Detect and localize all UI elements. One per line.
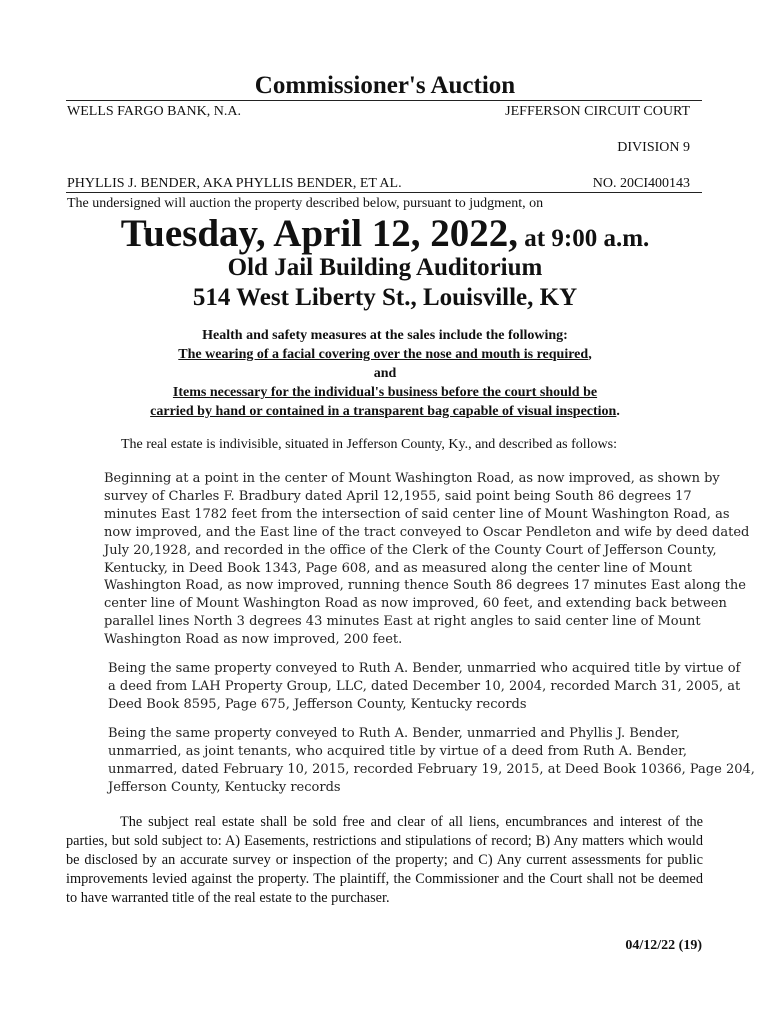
sale-terms bbox=[66, 813, 703, 908]
intro-text: The undersigned will auction the property described below, pursuant to judgment, on bbox=[67, 196, 544, 211]
safety-and: and bbox=[373, 366, 397, 381]
legal-line: Washington Road, as now improved, running thence South 86 degrees 17 minutes East along the bbox=[104, 578, 746, 594]
safety-measure-mask: The wearing of a facial covering over the nose and mouth is required, bbox=[178, 347, 592, 362]
legal-line: Beginning at a point in the center of Mount Washington Road, as now improved, as shown by bbox=[104, 471, 720, 486]
legal-line: center line of Mount Washington Road as now improved, 60 feet, and extending back between bbox=[104, 596, 727, 612]
source-line: Jefferson County, Kentucky records bbox=[108, 779, 341, 795]
source-line: Being the same property conveyed to Ruth A. Bender, unmarried and Phyllis J. Bender, bbox=[108, 726, 680, 741]
legal-line: minutes East 1782 feet from the intersection of said center line of Mount Washington Road, as bbox=[104, 506, 730, 522]
legal-line: parallel lines North 3 degrees 43 minutes East at right angles to said center line of Mount bbox=[104, 614, 701, 630]
indivisible-statement: The real estate is indivisible, situated in Jefferson County, Ky., and described as follows: bbox=[121, 437, 617, 452]
sale-venue: Old Jail Building Auditorium bbox=[227, 254, 543, 281]
source-line: unmarred, dated February 10, 2015, recorded February 19, 2015, at Deed Book 10366, Page 204, bbox=[108, 761, 755, 777]
header-rule bbox=[66, 100, 702, 101]
source-line: a deed from LAH Property Group, LLC, dated December 10, 2004, recorded March 31, 2005, at bbox=[108, 678, 741, 694]
source-line: Deed Book 8595, Page 675, Jefferson County, Kentucky records bbox=[108, 696, 527, 712]
court-division: DIVISION 9 bbox=[617, 140, 690, 155]
plaintiff-name: WELLS FARGO BANK, N.A. bbox=[67, 104, 241, 119]
legal-line: July 20,1928, and recorded in the office of the Clerk of the County Court of Jefferson County, bbox=[104, 542, 717, 558]
sale-address: 514 West Liberty St., Louisville, KY bbox=[192, 284, 578, 311]
legal-line: now improved, and the East line of the tract conveyed to Oscar Pendleton and wife by deed dated bbox=[104, 524, 750, 540]
source-of-title-1 bbox=[108, 660, 740, 714]
sale-terms-text: The subject real estate shall be sold free and clear of all liens, encumbrances and interest of the parties, but sold subject to: A) Easements, restrictions and stipulations of record; B) Any matters which would be disclosed by an accurate survey or inspection of the property; and C) Any current assessments for public improvements levied against the property. The plaintiff, the Commissioner and the Court shall not be deemed to have warranted title of the real estate to the purchaser. bbox=[66, 814, 703, 906]
safety-measure-bag-line2: carried by hand or contained in a transparent bag capable of visual inspection. bbox=[150, 404, 620, 419]
legal-line: Washington Road as now improved, 200 feet. bbox=[104, 632, 403, 648]
safety-measure-bag-line1: Items necessary for the individual's business before the court should be bbox=[172, 385, 598, 400]
safety-heading: Health and safety measures at the sales include the following: bbox=[202, 328, 568, 343]
source-line: Being the same property conveyed to Ruth A. Bender, unmarried who acquired title by virtue of bbox=[108, 661, 741, 676]
defendant-name: PHYLLIS J. BENDER, AKA PHYLLIS BENDER, ET AL. bbox=[67, 176, 402, 191]
court-name: JEFFERSON CIRCUIT COURT bbox=[505, 104, 690, 119]
sale-time: at 9:00 a.m. bbox=[518, 225, 650, 252]
case-number: NO. 20CI400143 bbox=[592, 176, 690, 191]
legal-description bbox=[104, 470, 749, 649]
legal-line: Kentucky, in Deed Book 1343, Page 608, and as measured along the center line of Mount bbox=[104, 560, 692, 576]
page-title: Commissioner's Auction bbox=[254, 72, 516, 99]
legal-line: survey of Charles F. Bradbury dated April 12,1955, said point being South 86 degrees 17 bbox=[104, 488, 692, 504]
source-of-title-2 bbox=[108, 725, 755, 797]
source-line: unmarried, as joint tenants, who acquired title by virtue of a deed from Ruth A. Bender, bbox=[108, 743, 688, 759]
footer-code: 04/12/22 (19) bbox=[625, 938, 702, 953]
caption-rule bbox=[66, 192, 702, 193]
safety-measures bbox=[0, 326, 770, 421]
sale-date-text: Tuesday, April 12, 2022, bbox=[120, 212, 519, 255]
